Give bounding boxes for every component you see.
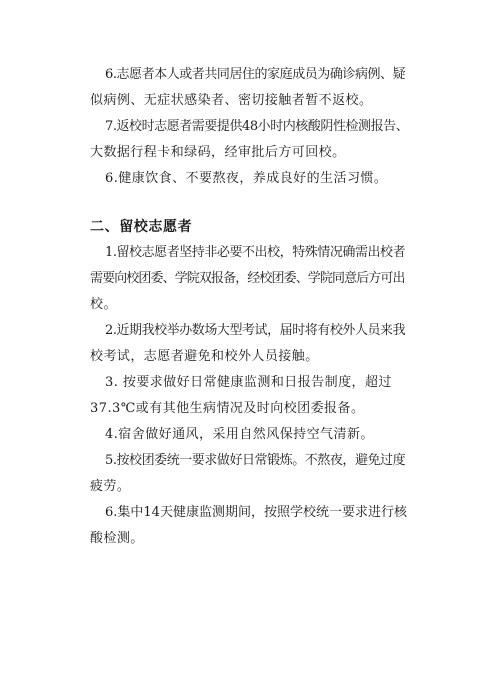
paragraph-line: 5.按校团委统一要求做好日常锻炼。不熬夜，避免过度 (105, 453, 406, 468)
paragraph-line: 校。 (90, 297, 117, 312)
paragraph-line: 似病例、无症状感染者、密切接触者暂不返校。 (90, 93, 373, 108)
paragraph-line: 6.健康饮食、不要熬夜，养成良好的生活习惯。 (105, 171, 388, 186)
paragraph-line: 2.近期我校举办数场大型考试，届时将有校外人员来我 (105, 323, 406, 338)
paragraph-line: 1.留校志愿者坚持非必要不出校，特殊情况确需出校者 (105, 245, 406, 260)
paragraph-line: 4.宿舍做好通风，采用自然风保持空气清新。 (105, 427, 374, 442)
paragraph-line: 大数据行程卡和绿码，经审批后方可回校。 (90, 145, 346, 160)
paragraph-line: 需要向校团委、学院双报备，经校团委、学院同意后方可出 (90, 271, 405, 286)
paragraph-line: 3. 按要求做好日常健康监测和日报告制度，超过 (105, 375, 392, 390)
paragraph-line: 6.集中14天健康监测期间，按照学校统一要求进行核 (105, 505, 407, 520)
paragraph-line: 6.志愿者本人或者共同居住的家庭成员为确诊病例、疑 (105, 67, 406, 82)
paragraph-line: 疲劳。 (90, 479, 131, 494)
section-heading: 二、留校志愿者 (90, 219, 193, 235)
paragraph-line: 7.返校时志愿者需要提供48小时内核酸阴性检测报告、 (105, 119, 409, 134)
paragraph-line: 校考试，志愿者避免和校外人员接触。 (90, 349, 319, 364)
paragraph-line: 37.3℃或有其他生病情况及时向校团委报备。 (90, 401, 365, 416)
paragraph-line: 酸检测。 (90, 531, 144, 546)
